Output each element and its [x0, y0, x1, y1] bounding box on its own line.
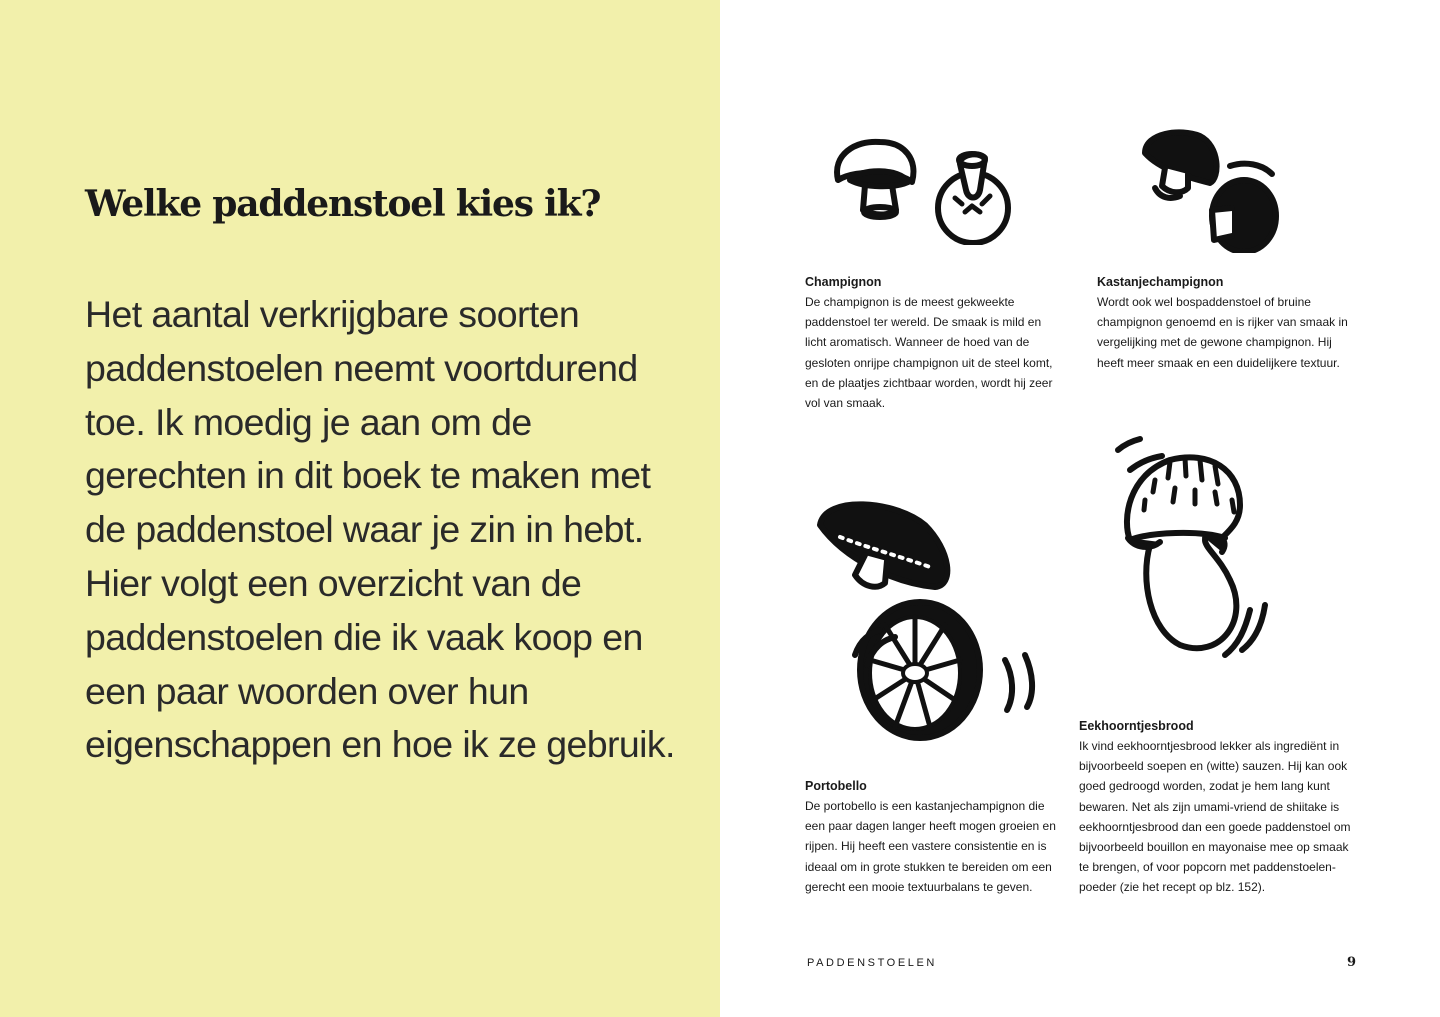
entry-eekhoorntjesbrood [1079, 716, 1359, 898]
entry-portobello [805, 776, 1065, 897]
entry-body: De champignon is de meest gekweekte paddenstoel ter wereld. De smaak is mild en licht aromatisch. Wanneer de hoed van de gesloten onrijpe champignon uit de steel komt, en de plaatjes zichtbaar worden, wordt hij zeer vol van smaak. [805, 295, 1053, 411]
portobello-icon [815, 495, 1045, 745]
entry-champignon [805, 272, 1065, 413]
entry-body: De portobello is een kastanjechampignon die een paar dagen langer heeft mogen groeien en rijpen. Hij heeft een vastere consistentie en is ideaal om in grote stukken te bereiden om een gerecht een mooie textuurbalans te geven. [805, 799, 1056, 894]
entry-body: Wordt ook wel bospaddenstoel of bruine champignon genoemd en is rijker van smaak in vergelijking met de gewone champignon. Hij heeft meer smaak en een duidelijkere textuur. [1097, 295, 1348, 370]
right-page [720, 0, 1440, 1017]
intro-paragraph: Het aantal verkrijgbare soorten paddenstoelen neemt voortdurend toe. Ik moedig je aan om de gerechten in dit boek te maken met de paddenstoel waar je zin in hebt. Hier volgt een overzicht van de paddenstoelen die ik vaak koop en een paar woorden over hun eigenschappen en hoe ik ze gebruik. [85, 293, 675, 766]
running-footer-section: PADDENSTOELEN [807, 957, 937, 969]
entry-title: Portobello [805, 779, 867, 793]
entry-body: Ik vind eekhoorntjesbrood lekker als ingrediënt in bijvoorbeeld soepen en (witte) sauzen. Hij kan ook goed gedroogd worden, zodat je hem lang kunt bewaren. Net als zijn umami-vriend de shiitake is eekhoorntjesbrood dan een goede paddenstoel om bijvoorbeeld bouillon en mayonaise mee op smaak te brengen, of voor popcorn met paddenstoelen-poeder (zie het recept op blz. 152). [1079, 739, 1351, 895]
chestnut-mushroom-icon [1140, 128, 1300, 253]
chapter-heading: Welke paddenstoel kies ik? [85, 183, 601, 225]
entry-title: Champignon [805, 275, 882, 289]
entry-title: Eekhoorntjesbrood [1079, 719, 1194, 733]
entry-title: Kastanjechampignon [1097, 275, 1224, 289]
page-number: 9 [1347, 955, 1357, 970]
porcini-icon [1110, 430, 1280, 680]
white-button-mushroom-icon [830, 130, 1030, 245]
entry-kastanjechampignon [1097, 272, 1357, 373]
